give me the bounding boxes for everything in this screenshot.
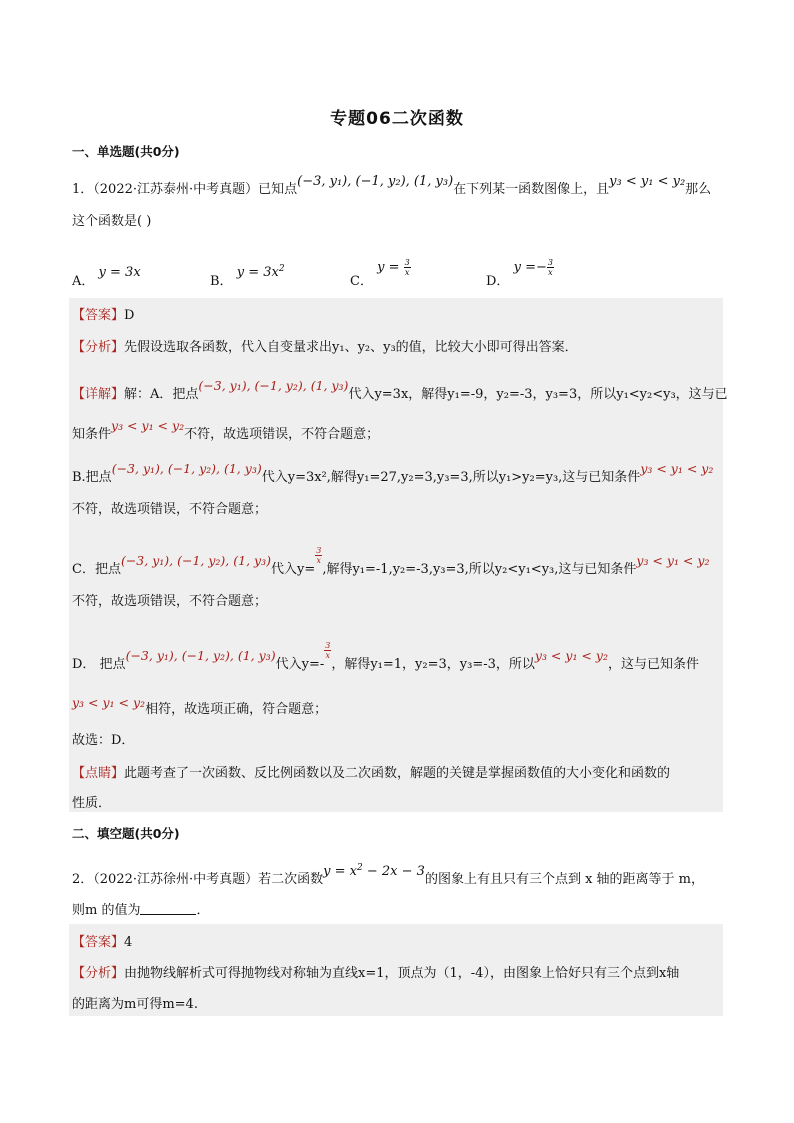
detail-b-condition: y₃ < y₁ < y₂ (640, 461, 714, 476)
detail-c-part2: 代入y= (270, 562, 316, 577)
comment-1-line1 (72, 762, 670, 781)
answer-value: D (124, 308, 135, 323)
detail-a-part1: 解：A．把点 (124, 387, 199, 402)
option-b-expr: $y = 3x^2$ (236, 264, 285, 280)
detail-b-part1: B.把点 (72, 470, 112, 485)
option-c-label: C． (350, 274, 373, 289)
analysis-2-text-1: 由抛物线解析式可得抛物线对称轴为直线x=1，顶点为（1，-4），由图象上恰好只有三个点到x轴 (124, 966, 680, 981)
detail-d-part3: ，解得y₁=1，y₂=3，y₃=-3，所以 (331, 657, 535, 672)
detail-c-part1: C．把点 (72, 562, 121, 577)
detail-d-part2: 代入y=- (275, 657, 325, 672)
detail-a-line1 (72, 378, 728, 402)
question-2-suffix: 的图象上有且只有三个点到 x 轴的距离等于 m， (424, 872, 705, 887)
detail-b-part2: 代入y=3x²,解得y₁=27,y₂=3,y₃=3,所以y₁>y₂=y₃,这与已知条件 (261, 470, 641, 485)
detail-c-part3: ,解得y₁=-1,y₂=-3,y₃=3,所以y₂<y₁<y₃,这与已知条件 (322, 562, 637, 577)
option-a (72, 265, 141, 289)
question-2-expr: $y = x^2 - 2x - 3$ (323, 863, 425, 879)
question-1-mid: 在下列某一函数图像上，且 (453, 182, 610, 197)
detail-c-points: (−3, y₁), (−1, y₂), (1, y₃) (120, 553, 271, 568)
question-2-prefix: 2．（2022·江苏徐州·中考真题）若二次函数 (72, 872, 324, 887)
analysis-2-line2: 的距离为m可得m=4. (72, 997, 198, 1012)
page-title: 专题06二次函数 (330, 109, 464, 129)
detail-c-fraction: $\frac{3}{x}$ (316, 546, 322, 565)
detail-a-part2: 代入y=3x，解得y₁=-9，y₂=-3，y₃=3，所以y₁<y₂<y₃，这与已 (348, 387, 728, 402)
question-1-stem (72, 174, 712, 197)
option-a-label: A． (72, 274, 95, 289)
question-2-stem-line2 (72, 899, 209, 918)
detail-c-line2: 不符，故选项错误，不符合题意； (72, 594, 268, 609)
answer-blank[interactable] (140, 902, 196, 915)
answer-tag: 【答案】 (72, 308, 125, 323)
question-1-prefix: 1．（2022·江苏泰州·中考真题）已知点 (72, 182, 298, 197)
question-1-points: (−3, y₁), (−1, y₂), (1, y₃) (297, 174, 454, 189)
detail-a-condition: y₃ < y₁ < y₂ (111, 418, 185, 433)
analysis-1 (72, 336, 578, 355)
option-c-expr: y = $\frac{3}{x}$ (377, 258, 410, 277)
question-2-line2a: 则m 的值为 (72, 903, 141, 918)
question-2-line2b: ． (196, 903, 210, 918)
option-b (210, 264, 285, 289)
question-1-condition: y₃ < y₁ < y₂ (609, 174, 686, 189)
option-d-expr: y =− $\frac{3}{x}$ (513, 258, 553, 277)
comment-text-1: 此题考查了一次函数、反比例函数以及二次函数，解题的关键是掌握函数值的大小变化和函数的 (124, 766, 671, 781)
detail-d-part4: ，这与已知条件 (607, 657, 699, 672)
question-2-stem (72, 863, 705, 887)
detail-d-points: (−3, y₁), (−1, y₂), (1, y₃) (125, 648, 276, 663)
option-d-label: D． (486, 274, 510, 289)
analysis-tag-2: 【分析】 (72, 966, 125, 981)
comment-1-line2: 性质． (72, 796, 112, 811)
detail-a-line2 (72, 418, 380, 442)
option-b-label: B． (210, 274, 233, 289)
detail-d-fraction: $\frac{3}{x}$ (325, 641, 331, 660)
detail-d-part1: D． 把点 (72, 657, 126, 672)
analysis-tag: 【分析】 (72, 340, 125, 355)
detail-d-condition: y₃ < y₁ < y₂ (534, 648, 608, 663)
section-heading-fill-blank: 二、填空题(共0分) (72, 826, 180, 841)
answer-1 (72, 304, 134, 323)
detail-b-points: (−3, y₁), (−1, y₂), (1, y₃) (111, 461, 262, 476)
answer-value-2: 4 (124, 935, 133, 950)
detail-d-condition-2: y₃ < y₁ < y₂ (72, 695, 146, 710)
option-a-expr: y = 3x (98, 265, 141, 280)
detail-b-line1 (72, 461, 714, 485)
question-1-suffix: 那么 (685, 182, 712, 197)
detail-c-line1 (72, 546, 710, 579)
detail-d-part5: 相符，故选项正确，符合题意； (145, 702, 328, 717)
option-c (350, 258, 411, 291)
analysis-text: 先假设选取各函数，代入自变量求出y₁、y₂、y₃的值，比较大小即可得出答案． (124, 340, 578, 355)
section-heading-single-choice: 一、单选题(共0分) (72, 144, 180, 159)
answer-2 (72, 931, 132, 950)
question-1-stem-line2: 这个函数是( ) (72, 214, 152, 229)
detail-c-condition: y₃ < y₁ < y₂ (636, 553, 710, 568)
detail-b-line2: 不符，故选项错误，不符合题意； (72, 502, 268, 517)
analysis-2-line1 (72, 962, 679, 981)
detail-d-line2 (72, 695, 328, 717)
comment-tag: 【点睛】 (72, 766, 125, 781)
detail-a-part4: 不符，故选项错误，不符合题意； (184, 427, 380, 442)
detail-a-part3: 知条件 (72, 427, 112, 442)
detail-d-line1 (72, 641, 699, 674)
choose-line: 故选：D． (72, 733, 135, 748)
option-d (486, 258, 554, 291)
detail-tag: 【详解】 (72, 387, 125, 402)
detail-a-points: (−3, y₁), (−1, y₂), (1, y₃) (198, 378, 349, 393)
answer-tag-2: 【答案】 (72, 935, 125, 950)
